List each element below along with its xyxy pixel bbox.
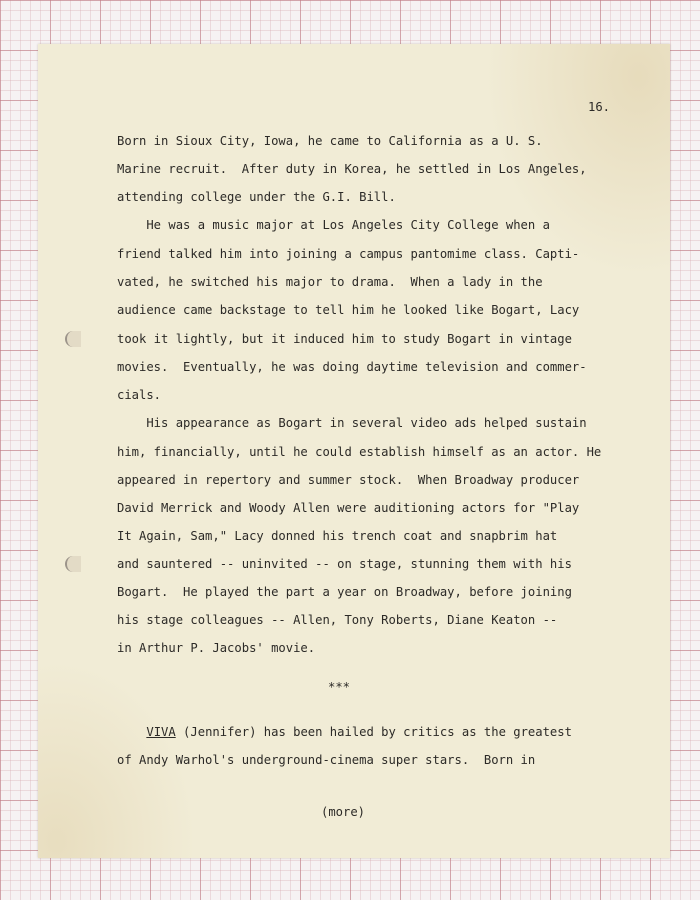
- text-line: vated, he switched his major to drama. When a lady in the: [117, 275, 543, 289]
- text-line: David Merrick and Woody Allen were auditioning actors for "Play: [117, 501, 580, 515]
- text-line: audience came backstage to tell him he looked like Bogart, Lacy: [117, 303, 580, 317]
- text-line: movies. Eventually, he was doing daytime television and commer-: [117, 360, 587, 374]
- continuation-marker: (more): [321, 805, 366, 819]
- text-line: of Andy Warhol's underground-cinema super stars. Born in: [117, 753, 536, 767]
- viva-line1-text: (Jennifer) has been hailed by critics as the greatest: [175, 725, 572, 739]
- text-line: Marine recruit. After duty in Korea, he settled in Los Angeles,: [117, 162, 587, 176]
- text-line: [117, 725, 572, 739]
- text-line: It Again, Sam," Lacy donned his trench coat and snapbrim hat: [117, 529, 558, 543]
- text-line: in Arthur P. Jacobs' movie.: [117, 641, 316, 655]
- text-line: appeared in repertory and summer stock. When Broadway producer: [117, 473, 580, 487]
- section-separator: ***: [328, 680, 351, 694]
- text-line: his stage colleagues -- Allen, Tony Roberts, Diane Keaton --: [117, 613, 558, 627]
- viva-name: VIVA: [146, 725, 176, 739]
- text-line: Born in Sioux City, Iowa, he came to California as a U. S.: [117, 134, 543, 148]
- text-line: He was a music major at Los Angeles City College when a: [117, 218, 550, 232]
- text-line: His appearance as Bogart in several video ads helped sustain: [117, 416, 587, 430]
- document-page: [38, 44, 670, 858]
- text-line: friend talked him into joining a campus pantomime class. Capti-: [117, 247, 580, 261]
- page-number: 16.: [588, 100, 611, 114]
- text-line: him, financially, until he could establish himself as an actor. He: [117, 445, 602, 459]
- text-line: and sauntered -- uninvited -- on stage, stunning them with his: [117, 557, 572, 571]
- text-line: cials.: [117, 388, 162, 402]
- punch-hole: [65, 331, 81, 347]
- text-line: took it lightly, but it induced him to study Bogart in vintage: [117, 332, 572, 346]
- punch-hole: [65, 556, 81, 572]
- text-line: attending college under the G.I. Bill.: [117, 190, 396, 204]
- text-line: Bogart. He played the part a year on Broadway, before joining: [117, 585, 572, 599]
